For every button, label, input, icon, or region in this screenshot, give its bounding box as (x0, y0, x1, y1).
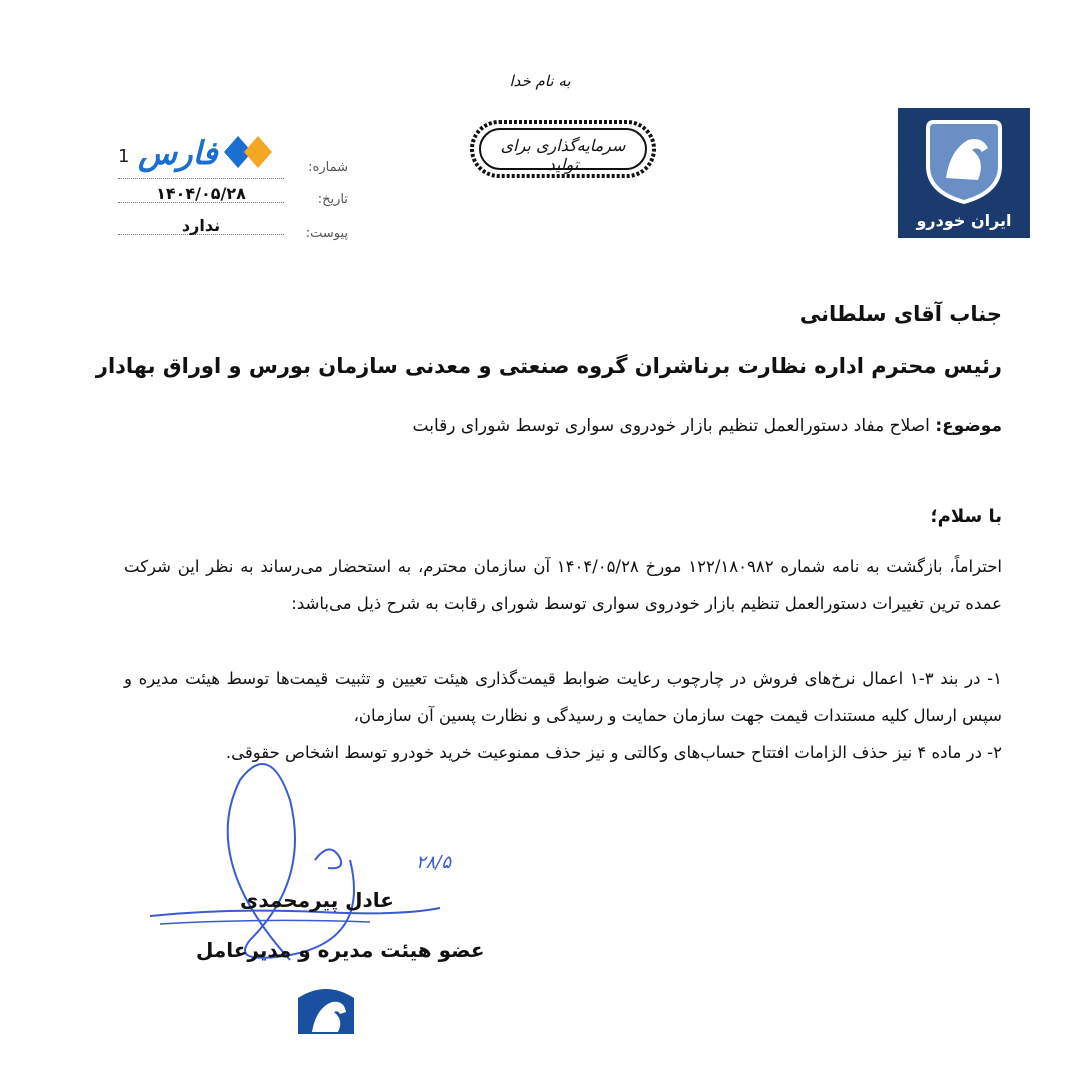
addressee: جناب آقای سلطانی (799, 302, 1002, 326)
watermark-number: 1 (118, 146, 130, 167)
horse-emblem-icon (898, 108, 1030, 208)
attachment-field (118, 216, 284, 235)
attachment-label: پیوست: (305, 226, 348, 241)
date-label: تاریخ: (317, 192, 348, 207)
paragraph-intro: احتراماً، بازگشت به نامه شماره ۱۲۲/۱۸۰۹۸۲ مورخ ۱۴۰۴/۰۵/۲۸ آن سازمان محترم، به استحضار می‌رساند به نظر این شرکت عمده ترین تغییرات دستورالعمل تنظیم بازار خودروی سواری توسط شورای رقابت به شرح ذیل می‌باشد: (124, 557, 1003, 613)
handwritten-date-note: ۲۸/۵ (416, 852, 452, 873)
slogan-seal (468, 118, 658, 180)
bottom-emblem-icon (292, 984, 360, 1034)
date-field (118, 184, 284, 203)
list-item: ۱- در بند ۳-۱ اعمال نرخ‌های فروش در چارچوب رعایت ضوابط قیمت‌گذاری هیئت تعیین و تثبیت قیمت‌ها توسط هیئت مدیره و سپس ارسال کلیه مستندات قیمت جهت سازمان حمایت و رسیدگی و نظارت پسین آن سازمان، (124, 669, 1002, 725)
signatory-name: عادل پیرمحمدی (240, 888, 394, 912)
subject-label: موضوع: (935, 416, 1002, 436)
number-field (118, 160, 284, 179)
slogan-text: سرمایه‌گذاری برای تولید (500, 136, 626, 174)
signatory-title: عضو هیئت مدیره و مدیرعامل (196, 938, 485, 962)
number-label: شماره: (308, 160, 348, 175)
date-value: ۱۴۰۴/۰۵/۲۸ (156, 184, 246, 203)
basmala: به نام خدا (509, 72, 571, 90)
company-logo (898, 108, 1030, 238)
company-logo-text: ایران خودرو (916, 211, 1012, 230)
subject-line (413, 416, 1002, 436)
attachment-value: ندارد (181, 216, 221, 235)
fars-wordmark: فارس (138, 134, 218, 172)
greeting: با سلام؛ (930, 506, 1002, 527)
addressee-title: رئیس محترم اداره نظارت برناشران گروه صنعتی و معدنی سازمان بورس و اوراق بهادار (95, 354, 1002, 378)
subject-text: اصلاح مفاد دستورالعمل تنظیم بازار خودروی سواری توسط شورای رقابت (412, 416, 930, 436)
list-item: ۲- در ماده ۴ نیز حذف الزامات افتتاح حساب‌های وکالتی و نیز حذف ممنوعیت خرید خودرو توسط اشخاص حقوقی. (225, 743, 1002, 762)
